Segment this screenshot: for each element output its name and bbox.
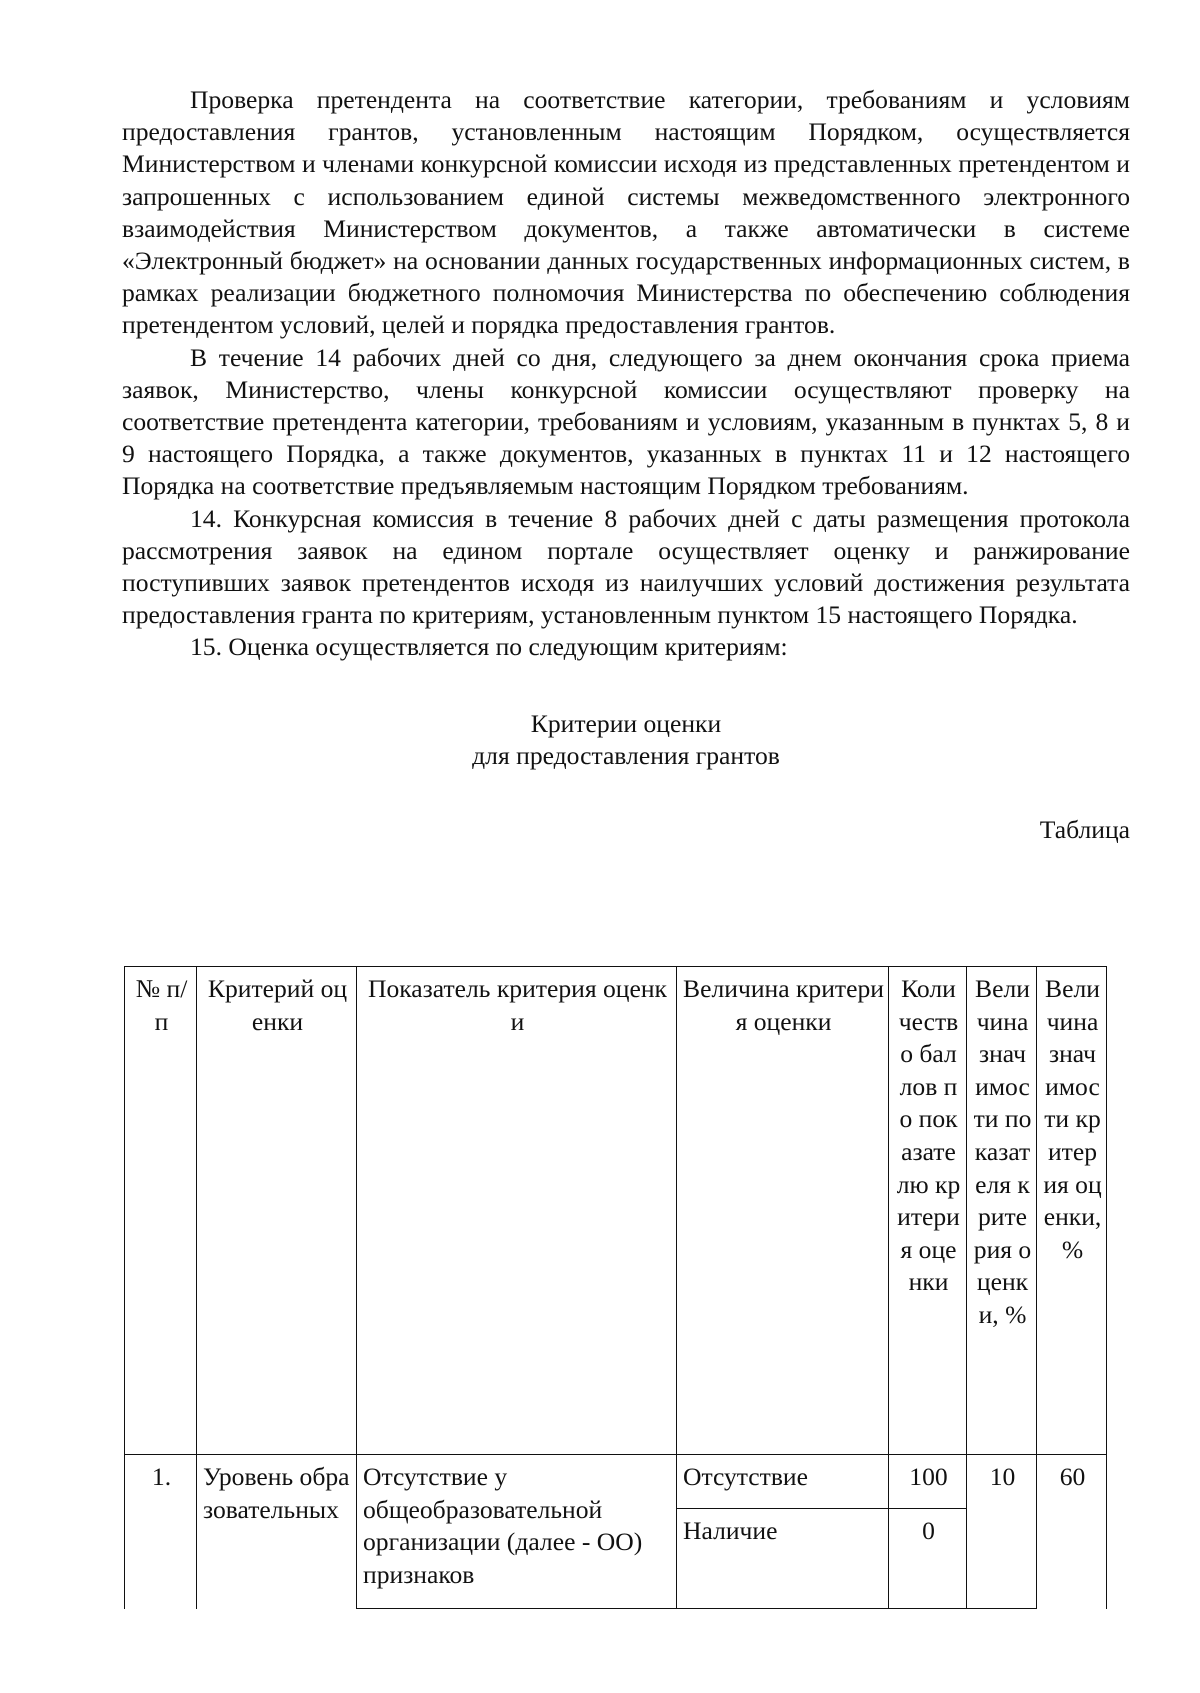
criteria-title-line2: для предоставления грантов xyxy=(472,740,780,770)
paragraph-verification: Проверка претендента на соответствие категории, требованиям и условиям предоставления грантов, установленным настоящим Порядком, осуществляется Министерством и членами конкурсной комиссии исходя из представленных претендентом и запрошенных с использованием единой системы межведомственного электронного взаимодействия Министерством документов, а также автоматически в системе «Электронный бюджет» на основании данных государственных информационных систем, в рамках реализации бюджетного полномочия Министерства по обеспечению соблюдения претендентом условий, целей и порядка предоставления грантов. xyxy=(122,85,1130,340)
row1-points-b: 0 xyxy=(889,1509,967,1609)
row1-value-b: Наличие xyxy=(677,1509,889,1609)
header-value: Величина критерия оценки xyxy=(677,967,889,1455)
header-criterion: Критерий оценки xyxy=(197,967,357,1455)
row1-indicator: Отсутствие у общеобразовательной организации (далее - ОО) признаков xyxy=(357,1455,677,1609)
criteria-table xyxy=(124,966,1107,1609)
header-num: № п/п xyxy=(125,967,197,1455)
paragraph-item-14: 14. Конкурсная комиссия в течение 8 рабочих дней с даты размещения протокола рассмотрения заявок на едином портале осуществляет оценку и ранжирование поступивших заявок претендентов исходя из наилучших условий достижения результата предоставления гранта по критериям, установленным пунктом 15 настоящего Порядка. xyxy=(122,503,1130,630)
header-weight-criterion: Величина значимости критерия оценки, % xyxy=(1037,967,1107,1455)
paragraph-item-15: 15. Оценка осуществляется по следующим критериям: xyxy=(190,632,788,662)
row1-weight-criterion: 60 xyxy=(1037,1455,1107,1609)
document-page xyxy=(122,84,1130,846)
header-points: Количество баллов по показателю критерия оценки xyxy=(889,967,967,1455)
header-indicator: Показатель критерия оценки xyxy=(357,967,677,1455)
table-header-row xyxy=(125,967,1107,1455)
header-weight-indicator: Величина значимости показателя критерия оценки, % xyxy=(967,967,1037,1455)
row1-points-a: 100 xyxy=(889,1455,967,1509)
criteria-title-line1: Критерии оценки xyxy=(530,708,722,738)
row1-num: 1. xyxy=(125,1455,197,1609)
paragraph-14-days: В течение 14 рабочих дней со дня, следующего за днем окончания срока приема заявок, Министерство, члены конкурсной комиссии осуществляют проверку на соответствие претендента категории, требованиям и условиям, указанным в пунктах 5, 8 и 9 настоящего Порядка, а также документов, указанных в пунктах 11 и 12 настоящего Порядка на соответствие предъявляемым настоящим Порядком требованиям. xyxy=(122,342,1130,501)
row1-weight-indicator: 10 xyxy=(967,1455,1037,1609)
row1-criterion: Уровень образовательных xyxy=(197,1455,357,1609)
criteria-title xyxy=(122,708,1130,772)
table-label: Таблица xyxy=(1039,814,1130,844)
table-row xyxy=(125,1455,1107,1509)
row1-value-a: Отсутствие xyxy=(677,1455,889,1509)
